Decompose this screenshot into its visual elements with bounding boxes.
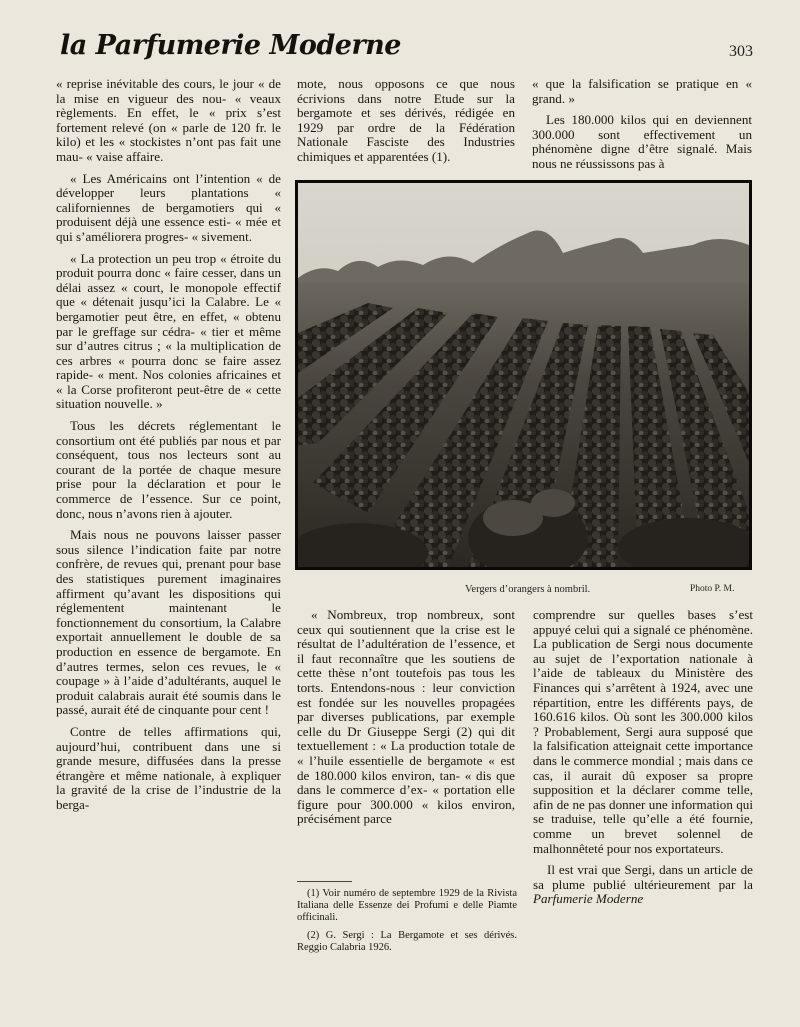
journal-name: Parfumerie Moderne [533, 891, 644, 907]
paragraph: Mais nous ne pouvons laisser passer sous silence l’indication faite par notre confrère, de revues qui, prenant pour base des statistiques purement imaginaires affirment qu’avant les dispositions qui réglementent maintenant le fonctionnement du consortium, la Calabre exportait annuellement le double de sa production en essence de bergamote. En d’autres termes, selon ces revues, le « coupage » à l’aide d’adultérants, auquel le produit calabrais aurait été soumis dans le passé, aurait été de cinquante pour cent ! [56, 527, 281, 718]
column-left [56, 77, 281, 813]
orchard-photo [295, 180, 752, 570]
footnotes [297, 888, 517, 954]
page-number: 303 [729, 43, 753, 60]
paragraph: « reprise inévitable des cours, le jour « de la mise en vigueur des nou- « veaux règlements. En effet, le « prix s’est fortement relevé (on « parle de 120 fr. le kilo) et les « stockistes n’ont pas fait une mau- « vaise affaire. [56, 76, 281, 164]
paragraph: « La protection un peu trop « étroite du produit pourra donc « faire cesser, dans un délai assez « court, le monopole effectif que « détenait jusqu’ici la Calabre. Le « bergamotier peut être, en effet, « obtenu par le greffage sur cédra- « tier et même sur d’autres citrus ; « la multiplication de ces arbres « pourra donc se faire assez rapide- « ment. Nos colonies africaines et « la Corse profiteront peut-être de « cette situation nouvelle. » [56, 250, 281, 412]
masthead: la Parfumerie Moderne [60, 30, 401, 61]
paragraph: Contre de telles affirmations qui, aujourd’hui, contribuent dans une si grande mesure, diffusées dans la presse étrangère et même nationale, à expliquer la gravité de la crise de l’industrie de la berga- [56, 723, 281, 812]
photo-caption: Vergers d’orangers à nombril. [465, 584, 591, 595]
footnote: (2) G. Sergi : La Bergamote et ses dérivés. Reggio Calabria 1926. [297, 929, 517, 953]
footnote-divider [297, 881, 352, 882]
paragraph [533, 863, 753, 907]
paragraph: Les 180.000 kilos qui en deviennent 300.000 sont effectivement un phénomène digne d’être signalé. Mais nous ne réussissons pas à [532, 112, 752, 171]
paragraph: mote, nous opposons ce que nous écrivions dans notre Etude sur la bergamote et ses dérivés, rédigée en 1929 par ordre de la Fédération Nationale Fasciste des Industries chimiques et apparentées (1). [297, 76, 515, 164]
photo-credit: Photo P. M. [690, 584, 735, 594]
footnote: (1) Voir numéro de septembre 1929 de la Rivista Italiana delle Essenze dei Profumi e delle Piamte officinali. [297, 888, 517, 924]
paragraph: « que la falsification se pratique en « grand. » [532, 76, 752, 106]
column-right-bottom [533, 608, 753, 907]
column-middle-bottom [297, 608, 515, 827]
paragraph: Tous les décrets réglementant le consortium ont été publiés par nous et par conséquent, tous nos lecteurs sont au courant de la portée de chaque mesure prise pour la déclaration et pour le commerce de l’essence. Sur ce point, donc, nous n’avons rien à ajouter. [56, 418, 281, 521]
paragraph: comprendre sur quelles bases s’est appuyé celui qui a signalé ce phénomène. La publication de Sergi nous documente au sujet de l’exportation nationale à l’aide de tableaux du Ministère des Finances qui s’arrêtent à 1924, avec une répartition, entre les différents pays, de 160.616 kilos. Où sont les 300.000 kilos ? Probablement, Sergi aura supposé que la falsification atteignait cette importance dans le commerce mondial ; mais dans ce cas, il aurait dû exposer sa propre supposition et la déclarer comme telle, afin de ne pas donner une information qui se traduise, telle qu’elle a été fournie, comme un brevet solennel de malhonnêteté pour nos exportateurs. [533, 607, 753, 856]
paragraph-text: Il est vrai que Sergi, dans un article de sa plume publié ultérieurement par la [533, 862, 753, 892]
column-middle-top [297, 77, 515, 165]
column-right-top [532, 77, 752, 172]
orchard-photo-image [298, 183, 749, 567]
paragraph: « Les Américains ont l’intention « de développer leurs plantations « californiennes de bergamotiers qui « produisent déjà une essence esti- « mée et qui s’améliorera progres- « sivement. [56, 170, 281, 244]
paragraph: « Nombreux, trop nombreux, sont ceux qui soutiennent que la crise est le résultat de l’adultération de l’essence, et il faut reconnaître que les soutiens de cette thèse n’ont toutefois pas tous les torts. Entendons-nous : leur conviction est fondée sur les nouvelles propagées par diverses publications, par exemple celle du Dr Giuseppe Sergi (2) qui dit textuellement : « La production totale de « l’huile essentielle de bergamote « est de 180.000 kilos environ, tan- « dis que dans le commerce d’ex- « portation elle figure pour 300.000 « kilos environ, précisément parce [297, 607, 515, 827]
